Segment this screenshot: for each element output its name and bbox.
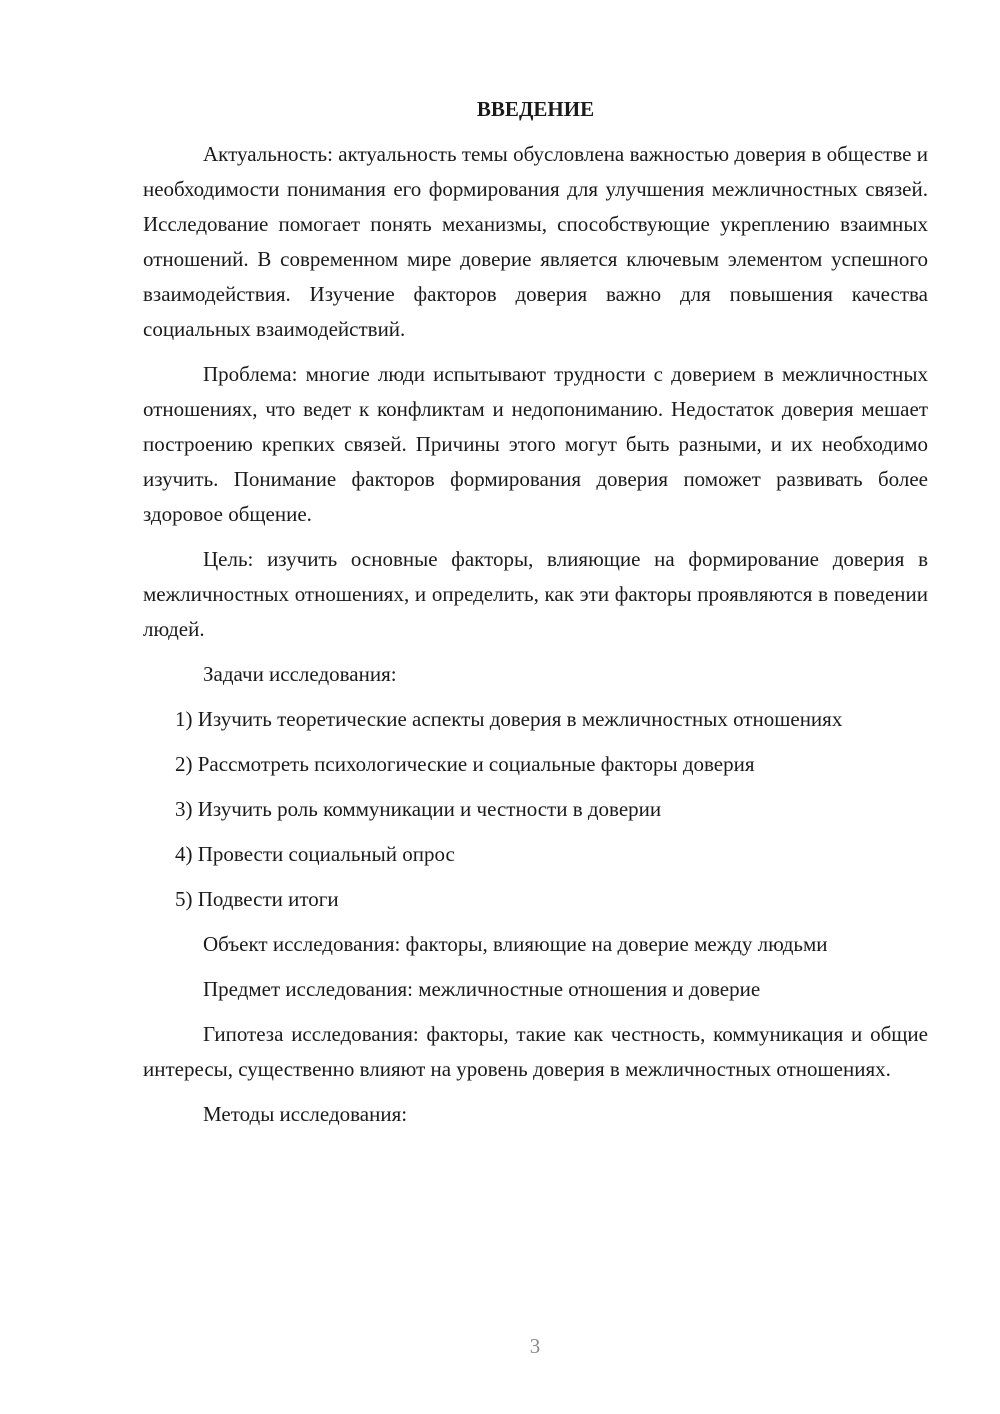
document-page — [143, 92, 928, 1142]
task-item-3: 3) Изучить роль коммуникации и честности в доверии — [175, 797, 662, 821]
tasks-heading: Задачи исследования: — [203, 662, 397, 686]
task-item-4: 4) Провести социальный опрос — [175, 842, 455, 866]
subject-paragraph: Предмет исследования: межличностные отношения и доверие — [203, 977, 761, 1001]
hypothesis-paragraph: Гипотеза исследования: факторы, такие как честность, коммуникация и общие интересы, существенно влияют на уровень доверия в межличностных отношениях. — [143, 1022, 928, 1081]
goal-paragraph: Цель: изучить основные факторы, влияющие на формирование доверия в межличностных отношениях, и определить, как эти факторы проявляются в поведении людей. — [143, 547, 928, 641]
task-item-1: 1) Изучить теоретические аспекты доверия в межличностных отношениях — [175, 707, 843, 731]
object-paragraph: Объект исследования: факторы, влияющие на доверие между людьми — [203, 932, 828, 956]
task-item-5: 5) Подвести итоги — [175, 887, 339, 911]
task-item-2: 2) Рассмотреть психологические и социальные факторы доверия — [175, 752, 755, 776]
relevance-paragraph: Актуальность: актуальность темы обусловлена важностью доверия в обществе и необходимости понимания его формирования для улучшения межличностных связей. Исследование помогает понять механизмы, способствующие укреплению взаимных отношений. В современном мире доверие является ключевым элементом успешного взаимодействия. Изучение факторов доверия важно для повышения качества социальных взаимодействий. — [143, 142, 928, 341]
methods-heading: Методы исследования: — [203, 1102, 408, 1126]
problem-paragraph: Проблема: многие люди испытывают трудности с доверием в межличностных отношениях, что ведет к конфликтам и недопониманию. Недостаток доверия мешает построению крепких связей. Причины этого могут быть разными, и их необходимо изучить. Понимание факторов формирования доверия поможет развивать более здоровое общение. — [143, 362, 928, 526]
page-title: ВВЕДЕНИЕ — [476, 97, 595, 121]
page-number: 3 — [529, 1334, 541, 1358]
